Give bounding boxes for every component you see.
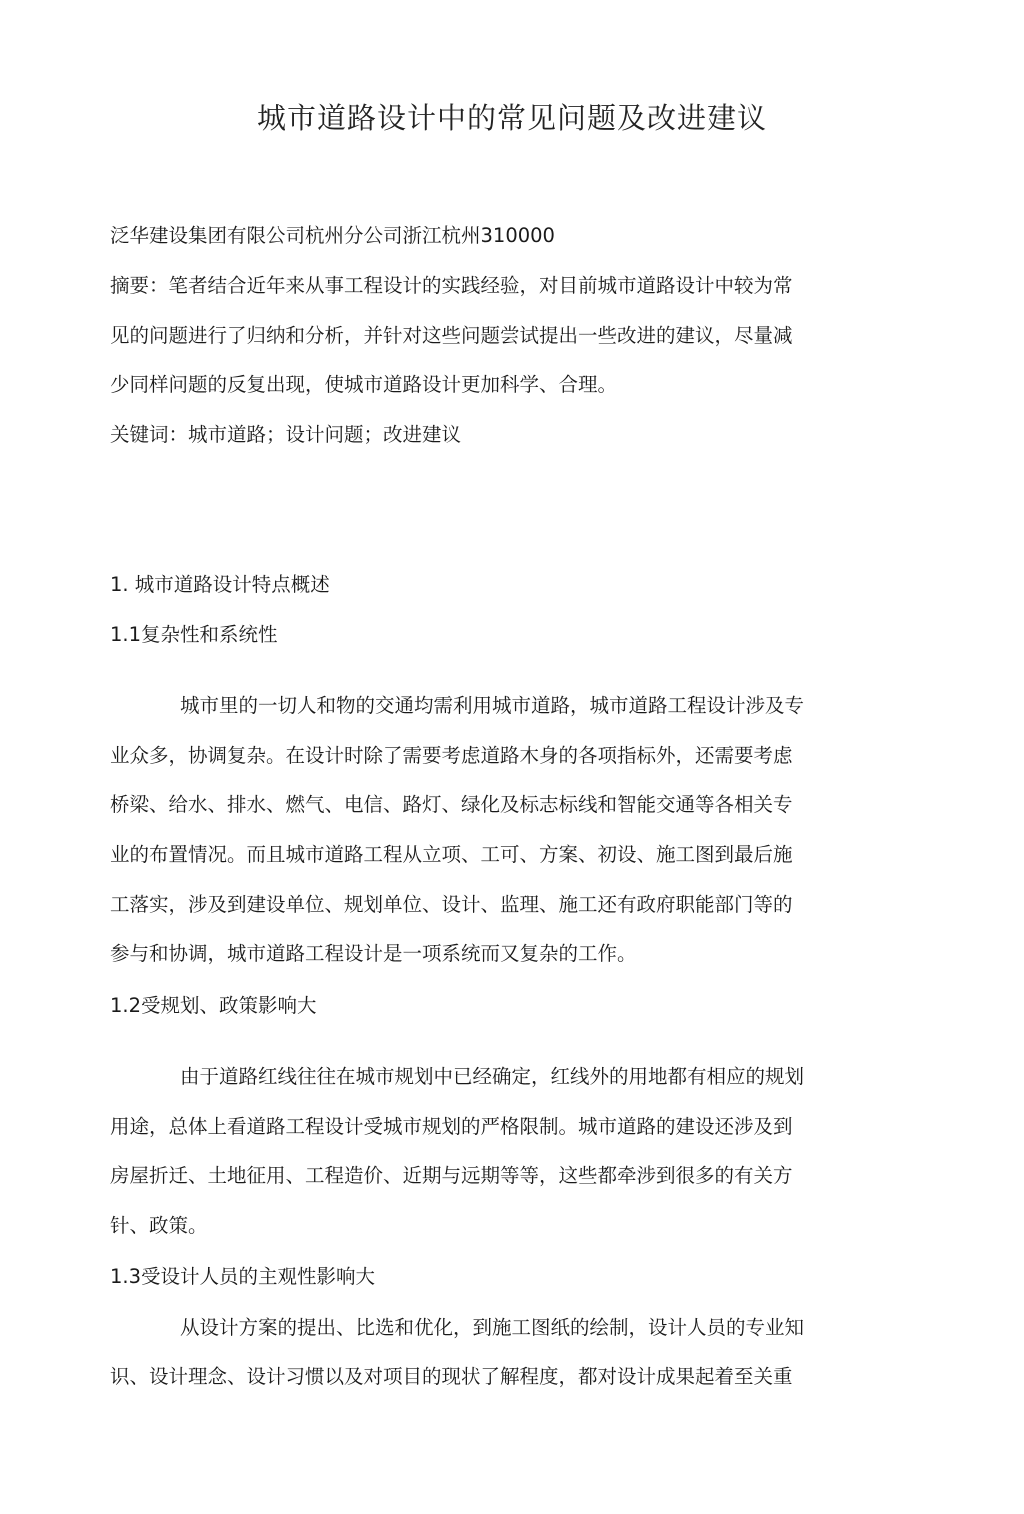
section-heading: 1. 城市道路设计特点概述 — [110, 573, 330, 596]
paragraph-line: 用途，总体上看道路工程设计受城市规划的严格限制。城市道路的建设还涉及到 — [110, 1115, 793, 1138]
subsection-heading: 1.2受规划、政策影响大 — [110, 994, 317, 1017]
paragraph-line: 城市里的一切人和物的交通均需利用城市道路，城市道路工程设计涉及专 — [180, 694, 805, 717]
paragraph-line: 参与和协调，城市道路工程设计是一项系统而又复杂的工作。 — [110, 942, 637, 965]
abstract-line: 少同样问题的反复出现，使城市道路设计更加科学、合理。 — [110, 373, 618, 396]
paragraph-line: 由于道路红线往往在城市规划中已经确定，红线外的用地都有相应的规划 — [180, 1065, 805, 1088]
paragraph-line: 业的布置情况。而且城市道路工程从立项、工可、方案、初设、施工图到最后施 — [110, 843, 793, 866]
abstract-line: 摘要：笔者结合近年来从事工程设计的实践经验，对目前城市道路设计中较为常 — [110, 274, 793, 297]
paragraph-line: 桥梁、给水、排水、燃气、电信、路灯、绿化及标志标线和智能交通等各相关专 — [110, 793, 793, 816]
paragraph-line: 针、政策。 — [110, 1214, 208, 1237]
document-title: 城市道路设计中的常见问题及改进建议 — [256, 101, 767, 135]
abstract-line: 见的问题进行了归纳和分析，并针对这些问题尝试提出一些改进的建议，尽量减 — [110, 324, 793, 347]
paragraph-line: 从设计方案的提出、比选和优化，到施工图纸的绘制，设计人员的专业知 — [180, 1316, 805, 1339]
paragraph-line: 业众多，协调复杂。在设计时除了需要考虑道路木身的各项指标外，还需要考虑 — [110, 744, 793, 767]
subsection-heading: 1.3受设计人员的主观性影响大 — [110, 1265, 376, 1288]
author-affiliation: 泛华建设集团有限公司杭州分公司浙江杭州310000 — [110, 224, 555, 247]
keywords: 关键词：城市道路；设计问题；改进建议 — [110, 423, 462, 446]
paragraph-line: 工落实，涉及到建设单位、规划单位、设计、监理、施工还有政府职能部门等的 — [110, 893, 793, 916]
paragraph-line: 房屋折迁、土地征用、工程造价、近期与远期等等，这些都牵涉到很多的有关方 — [110, 1164, 793, 1187]
paragraph-line: 识、设计理念、设计习惯以及对项目的现状了解程度，都对设计成果起着至关重 — [110, 1365, 793, 1388]
subsection-heading: 1.1复杂性和系统性 — [110, 623, 278, 646]
